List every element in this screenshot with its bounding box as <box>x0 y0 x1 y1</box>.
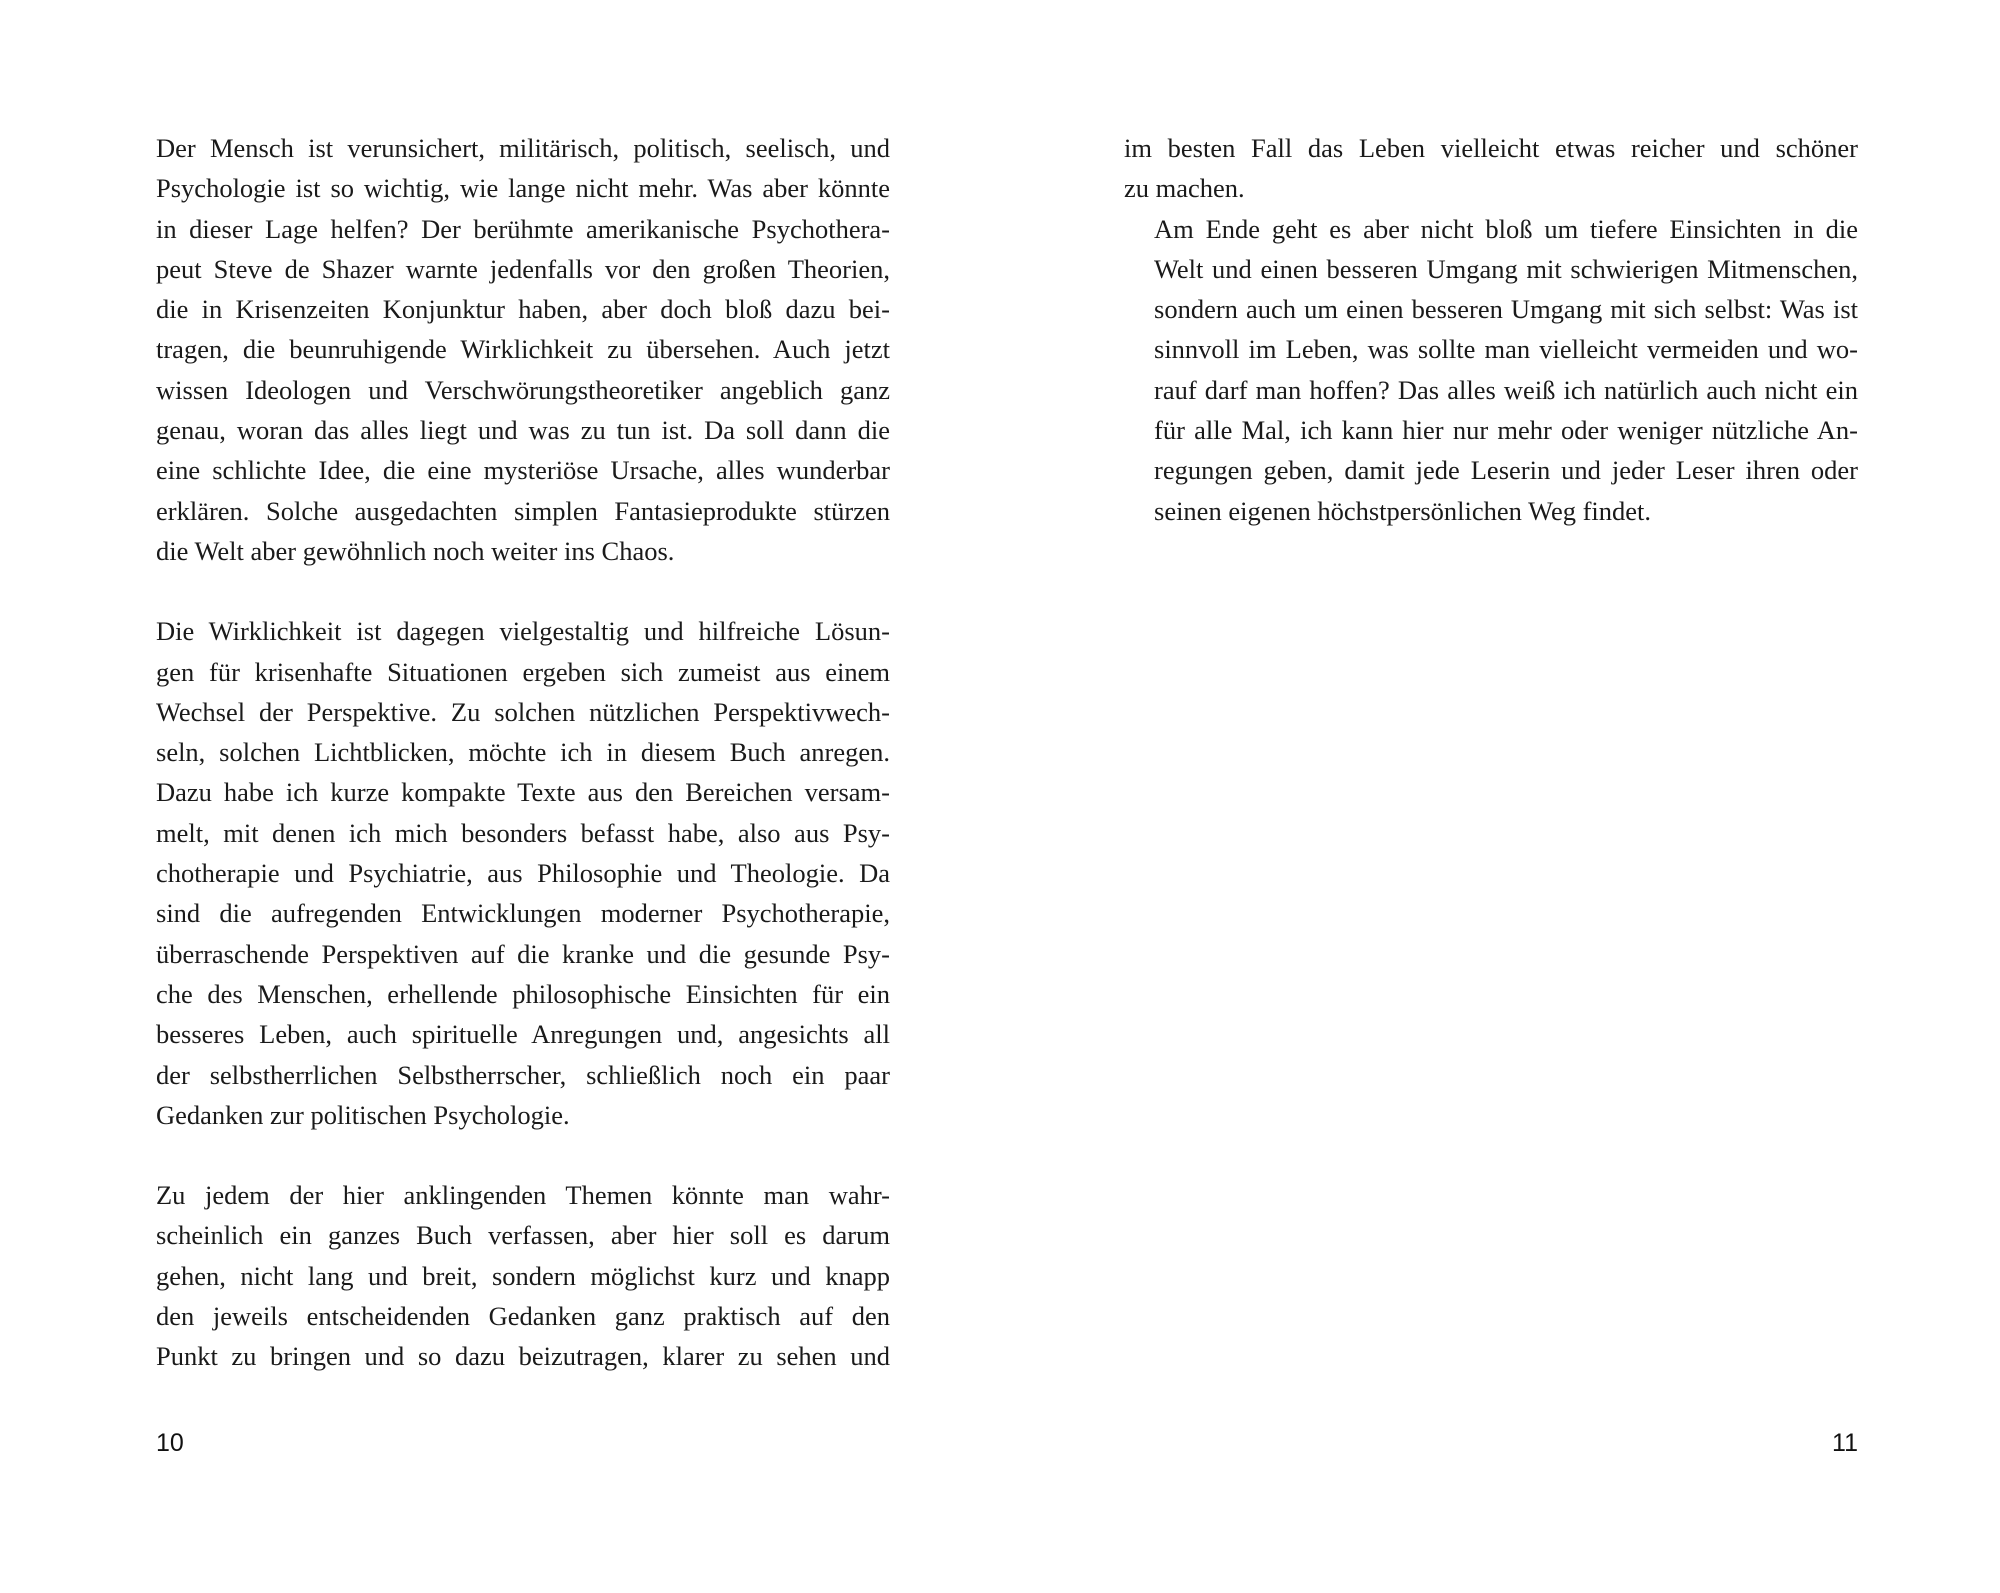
text-line: gehen, nicht lang und breit, sondern möglichst kurz und knapp <box>156 1260 890 1291</box>
right-page <box>1000 0 2000 1593</box>
left-page-text-column <box>156 128 890 1377</box>
right-page-text-column <box>1124 128 1858 531</box>
text-line: Dazu habe ich kurze kompakte Texte aus den Bereichen versam- <box>156 777 890 808</box>
text-line: chotherapie und Psychiatrie, aus Philosophie und Theologie. Da <box>156 858 890 889</box>
text-line: Punkt zu bringen und so dazu beizutragen, klarer zu sehen und <box>156 1341 890 1372</box>
text-line: sind die aufregenden Entwicklungen moderner Psychotherapie, <box>156 898 890 929</box>
left-paragraph-1 <box>156 128 890 571</box>
text-line: der selbstherrlichen Selbstherrscher, schließlich noch ein paar <box>156 1059 890 1090</box>
text-line: genau, woran das alles liegt und was zu tun ist. Da soll dann die <box>156 415 890 446</box>
text-line: wissen Ideologen und Verschwörungstheoretiker angeblich ganz <box>156 374 890 405</box>
text-line: Gedanken zur politischen Psychologie. <box>156 1099 570 1130</box>
left-paragraph-3 <box>156 1175 890 1376</box>
text-line: Welt und einen besseren Umgang mit schwierigen Mitmenschen, <box>1154 253 1858 284</box>
text-line: che des Menschen, erhellende philosophische Einsichten für ein <box>156 978 890 1009</box>
text-line: zu machen. <box>1124 173 1245 204</box>
text-line: melt, mit denen ich mich besonders befasst habe, also aus Psy- <box>156 817 890 848</box>
text-line: den jeweils entscheidenden Gedanken ganz praktisch auf den <box>156 1301 890 1332</box>
text-line: eine schlichte Idee, die eine mysteriöse Ursache, alles wunderbar <box>156 455 890 486</box>
page-number: 11 <box>1832 1429 1858 1457</box>
text-line: rauf darf man hoffen? Das alles weiß ich natürlich auch nicht ein <box>1154 374 1858 405</box>
text-line: erklären. Solche ausgedachten simplen Fantasieprodukte stürzen <box>156 495 890 526</box>
text-line: überraschende Perspektiven auf die kranke und die gesunde Psy- <box>156 938 890 969</box>
text-line: Wechsel der Perspektive. Zu solchen nützlichen Perspektivwech- <box>156 696 890 727</box>
right-paragraph-1 <box>1124 128 1858 209</box>
text-line: seinen eigenen höchstpersönlichen Weg findet. <box>1154 495 1652 526</box>
left-paragraph-2 <box>156 611 890 1135</box>
text-line: Der Mensch ist verunsichert, militärisch, politisch, seelisch, und <box>156 133 890 163</box>
text-line: die Welt aber gewöhnlich noch weiter ins Chaos. <box>156 535 675 566</box>
text-line: die in Krisenzeiten Konjunktur haben, aber doch bloß dazu bei- <box>156 294 890 325</box>
text-line: tragen, die beunruhigende Wirklichkeit zu übersehen. Auch jetzt <box>156 334 890 365</box>
text-line: Am Ende geht es aber nicht bloß um tiefere Einsichten in die <box>1154 213 1858 244</box>
text-line: Die Wirklichkeit ist dagegen vielgestaltig und hilfreiche Lösun- <box>156 616 890 647</box>
text-line: in dieser Lage helfen? Der berühmte amerikanische Psychothera- <box>156 213 890 244</box>
text-line: sinnvoll im Leben, was sollte man vielleicht vermeiden und wo- <box>1154 334 1858 365</box>
text-line: Zu jedem der hier anklingenden Themen könnte man wahr- <box>156 1180 890 1211</box>
text-line: sondern auch um einen besseren Umgang mit sich selbst: Was ist <box>1154 294 1858 325</box>
text-line: scheinlich ein ganzes Buch verfassen, aber hier soll es darum <box>156 1220 890 1251</box>
text-line: peut Steve de Shazer warnte jedenfalls vor den großen Theorien, <box>156 253 890 284</box>
text-line: gen für krisenhafte Situationen ergeben sich zumeist aus einem <box>156 656 890 687</box>
text-line: seln, solchen Lichtblicken, möchte ich in diesem Buch anregen. <box>156 737 890 768</box>
page-number: 10 <box>156 1429 184 1457</box>
text-line: regungen geben, damit jede Leserin und jeder Leser ihren oder <box>1154 455 1858 486</box>
right-paragraph-2 <box>1124 209 1858 531</box>
text-line: für alle Mal, ich kann hier nur mehr oder weniger nützliche An- <box>1154 415 1858 446</box>
text-line: im besten Fall das Leben vielleicht etwas reicher und schöner <box>1124 133 1858 163</box>
text-line: besseres Leben, auch spirituelle Anregungen und, angesichts all <box>156 1019 890 1050</box>
text-line: Psychologie ist so wichtig, wie lange nicht mehr. Was aber könnte <box>156 173 890 204</box>
